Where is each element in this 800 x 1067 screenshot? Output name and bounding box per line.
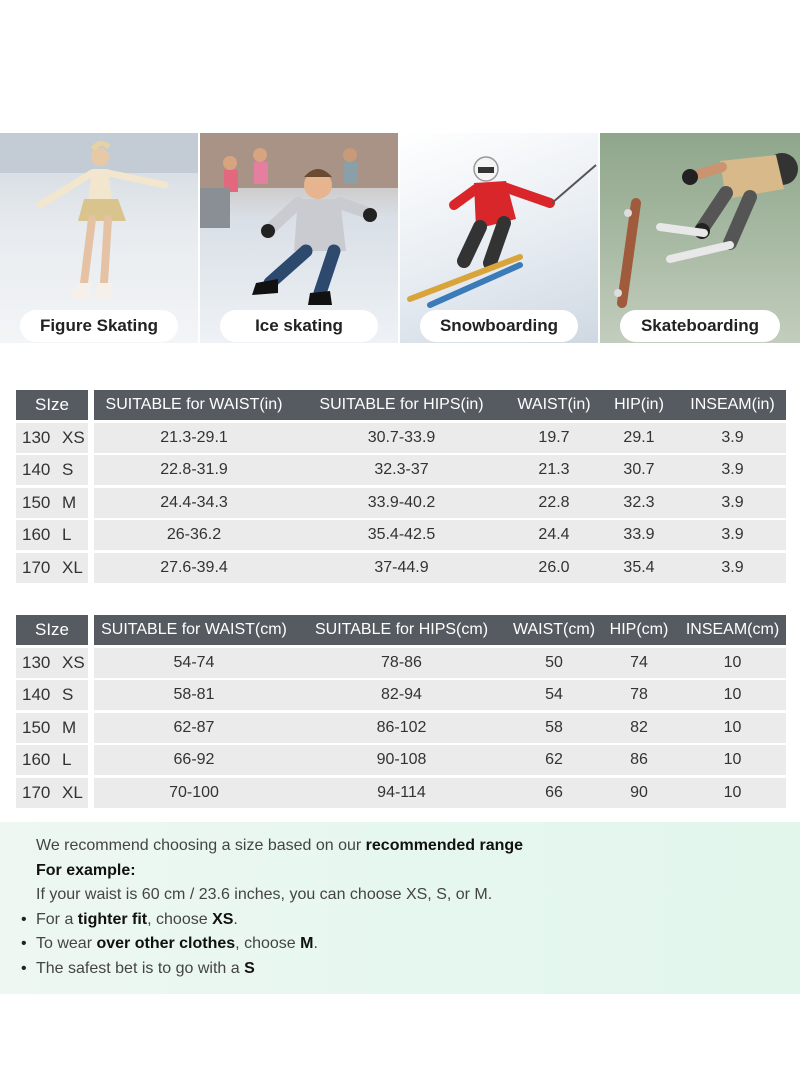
hips-range-cell: 37-44.9 [374, 558, 429, 576]
list-item [21, 908, 800, 933]
list-item [21, 957, 800, 982]
waist-cell: 22.8 [538, 493, 570, 511]
size-number: 140 [22, 685, 51, 704]
waist-range-cell: 22.8-31.9 [160, 461, 228, 478]
waist-range-cell: 54-74 [173, 653, 215, 671]
hip-cell: 29.1 [623, 428, 655, 446]
intro-text: We recommend choosing a size based on our [36, 837, 366, 854]
header-waist-range: SUITABLE for WAIST(cm) [101, 621, 287, 638]
bullet-icon: • [21, 935, 27, 952]
size-number: 160 [22, 750, 51, 769]
ice-skating-photo [200, 133, 398, 343]
waist-cell: 58 [545, 718, 563, 736]
activity-photo-strip [0, 133, 800, 343]
header-inseam: INSEAM(cm) [685, 621, 780, 638]
waist-cell: 50 [545, 653, 563, 671]
table-row [16, 680, 786, 710]
bullet-text: , choose [235, 935, 301, 952]
hip-cell: 86 [630, 751, 648, 768]
hips-range-cell: 32.3-37 [374, 461, 429, 478]
bullet-size: XS [212, 910, 234, 928]
hip-cell: 30.7 [623, 461, 655, 478]
waist-cell: 19.7 [538, 428, 570, 446]
size-recommendation [0, 822, 800, 994]
size-number: 140 [22, 460, 51, 479]
inseam-cell: 3.9 [721, 558, 744, 576]
bullet-size: M [300, 935, 314, 952]
hips-range-cell: 35.4-42.5 [367, 526, 436, 543]
size-number: 170 [22, 557, 51, 577]
hip-cell: 74 [630, 653, 648, 671]
table-row [16, 488, 786, 518]
waist-cell: 24.4 [538, 526, 570, 543]
bullet-icon: • [21, 959, 27, 977]
header-waist: WAIST(cm) [512, 621, 596, 638]
table-row [16, 455, 786, 485]
waist-range-cell: 27.6-39.4 [160, 558, 228, 576]
header-hips-range: SUITABLE for HIPS(in) [319, 396, 484, 413]
waist-range-cell: 26-36.2 [166, 526, 222, 543]
bullet-icon: • [21, 910, 27, 928]
size-letter: XL [62, 782, 83, 802]
bullet-size: S [244, 959, 255, 977]
size-number: 150 [22, 492, 51, 512]
hips-range-cell: 78-86 [381, 653, 422, 671]
size-number: 150 [22, 717, 51, 737]
inseam-cell: 10 [723, 686, 742, 703]
header-hip: HIP(cm) [609, 621, 669, 638]
size-letter: XL [62, 557, 83, 577]
table-header [16, 390, 786, 420]
inseam-cell: 10 [723, 653, 742, 671]
table-row [16, 713, 786, 743]
waist-range-cell: 66-92 [173, 751, 215, 768]
table-row [16, 553, 786, 583]
skateboarding-photo [600, 133, 800, 343]
table-row [16, 423, 786, 453]
size-number: 160 [22, 525, 51, 544]
hips-range-cell: 33.9-40.2 [367, 493, 436, 511]
inseam-cell: 10 [723, 751, 742, 768]
bullet-text: The safest bet is to go with a [36, 959, 245, 977]
activity-caption: Snowboarding [420, 310, 578, 342]
hip-cell: 33.9 [623, 526, 655, 543]
waist-cell: 66 [545, 783, 563, 801]
hips-range-cell: 82-94 [381, 686, 422, 703]
size-letter: M [62, 492, 77, 512]
bullet-text: . [233, 910, 238, 928]
waist-cell: 62 [545, 751, 563, 768]
table-row [16, 745, 786, 775]
table-row [16, 520, 786, 550]
example-label: For example: [36, 861, 136, 879]
bullet-text: , choose [147, 910, 213, 928]
hips-range-cell: 90-108 [376, 751, 427, 768]
waist-range-cell: 24.4-34.3 [160, 493, 228, 511]
hip-cell: 82 [630, 718, 648, 736]
bullet-text: For a [36, 910, 78, 928]
waist-range-cell: 21.3-29.1 [160, 428, 228, 446]
header-inseam: INSEAM(in) [690, 396, 775, 413]
table-header [16, 615, 786, 645]
bullet-bold: tighter fit [77, 910, 148, 928]
waist-range-cell: 62-87 [173, 718, 215, 736]
size-number: 170 [22, 782, 51, 802]
figure-skating-photo [0, 133, 198, 343]
size-letter: L [62, 750, 72, 769]
waist-range-cell: 70-100 [169, 783, 219, 801]
header-size: SIze [16, 615, 88, 645]
size-chart-cm [16, 615, 786, 810]
hips-range-cell: 86-102 [376, 718, 427, 736]
size-chart-inches [16, 390, 786, 585]
hips-range-cell: 30.7-33.9 [367, 428, 436, 446]
recommendation-intro [36, 834, 800, 859]
hips-range-cell: 94-114 [377, 783, 426, 801]
size-number: 130 [22, 427, 51, 447]
size-letter: S [62, 460, 74, 479]
intro-bold: recommended range [365, 837, 524, 854]
size-letter: S [62, 685, 74, 704]
inseam-cell: 10 [723, 783, 742, 801]
waist-range-cell: 58-81 [173, 686, 215, 703]
table-row [16, 778, 786, 808]
header-waist-range: SUITABLE for WAIST(in) [105, 396, 283, 413]
inseam-cell: 10 [723, 718, 742, 736]
hip-cell: 90 [630, 783, 648, 801]
table-row [16, 648, 786, 678]
size-letter: M [62, 717, 77, 737]
bullet-text: To wear [36, 935, 97, 952]
inseam-cell: 3.9 [721, 461, 744, 478]
bullet-bold: over other clothes [96, 935, 236, 952]
header-size: SIze [16, 390, 88, 420]
activity-caption: Skateboarding [620, 310, 780, 342]
waist-cell: 21.3 [538, 461, 570, 478]
example-heading [36, 859, 800, 884]
header-waist: WAIST(in) [517, 396, 591, 413]
size-letter: XS [62, 652, 85, 672]
inseam-cell: 3.9 [721, 526, 744, 543]
size-letter: XS [62, 427, 85, 447]
snowboarding-photo [400, 133, 598, 343]
header-hip: HIP(in) [614, 396, 664, 413]
inseam-cell: 3.9 [721, 428, 744, 446]
waist-cell: 26.0 [538, 558, 570, 576]
bullet-text: . [313, 935, 318, 952]
hip-cell: 32.3 [623, 493, 655, 511]
size-number: 130 [22, 652, 51, 672]
hip-cell: 35.4 [623, 558, 655, 576]
header-hips-range: SUITABLE for HIPS(cm) [314, 621, 489, 638]
inseam-cell: 3.9 [721, 493, 744, 511]
size-letter: L [62, 525, 72, 544]
list-item [21, 932, 800, 957]
activity-caption: Figure Skating [20, 310, 178, 342]
example-text: If your waist is 60 cm / 23.6 inches, you can choose XS, S, or M. [36, 886, 493, 903]
activity-caption: Ice skating [220, 310, 378, 342]
hip-cell: 78 [630, 686, 648, 703]
waist-cell: 54 [545, 686, 563, 703]
